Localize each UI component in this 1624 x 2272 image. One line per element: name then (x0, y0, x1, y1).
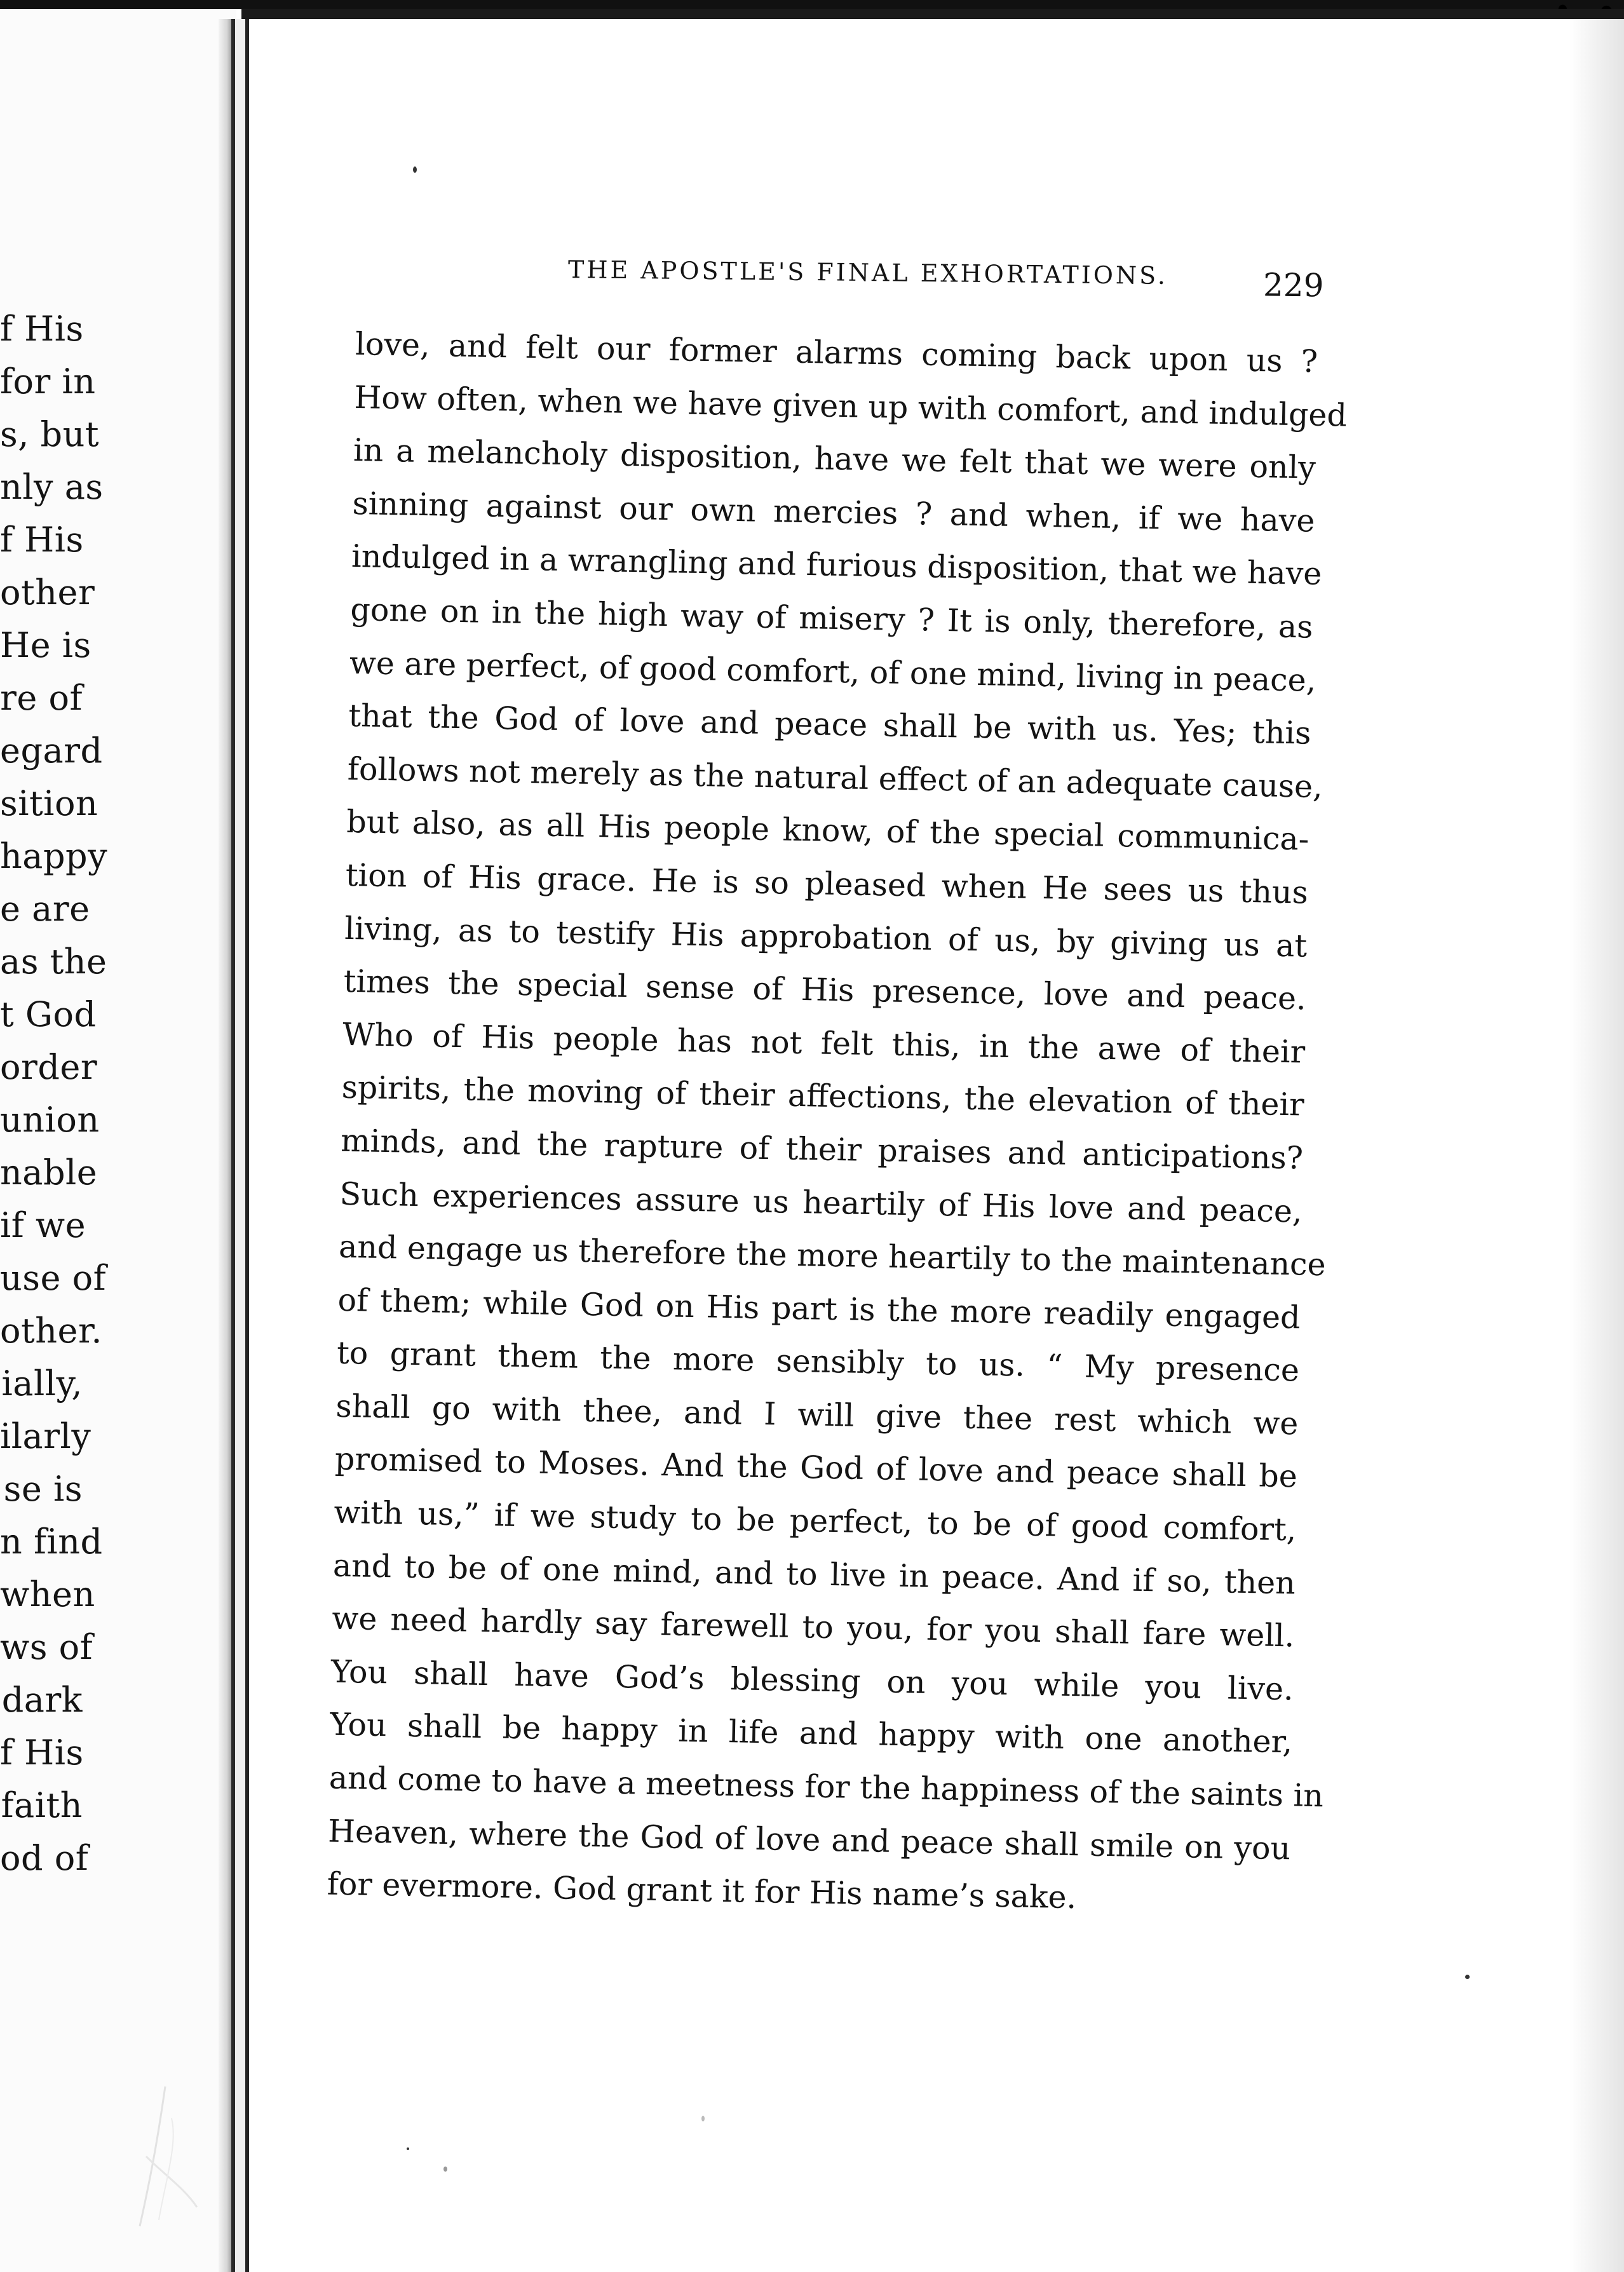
facing-page-line: faith (1, 1785, 83, 1825)
body-text-line: promised to Moses. And the God of love and peace shall be (334, 1441, 1298, 1495)
body-text-line: You shall have God’s blessing on you while you live. (330, 1653, 1294, 1708)
facing-page-line: He is (0, 625, 91, 665)
facing-page-line: s, but (0, 414, 100, 454)
facing-page-line: se is (3, 1469, 83, 1509)
scan-speck (1465, 1975, 1470, 1979)
body-text-line: minds, and the rapture of their praises and anticipations? (340, 1122, 1304, 1177)
body-text-line: we need hardly say farewell to you, for you shall fare well. (331, 1600, 1295, 1654)
body-text-line: and engage us therefore the more heartily to the maintenance (338, 1228, 1327, 1283)
body-text-line: in a melancholy disposition, have we felt that we were only (353, 432, 1316, 486)
scan-scratch-mark (127, 2080, 203, 2233)
body-text-line: shall go with thee, and I will give thee rest which we (335, 1388, 1299, 1442)
facing-page-line: od of (0, 1838, 89, 1878)
body-text-line: gone on in the high way of misery ? It is only, therefore, as (350, 591, 1313, 646)
body-text-line: Who of His people has not felt this, in the awe of their (342, 1016, 1306, 1071)
facing-page-line: n find (0, 1522, 103, 1562)
scan-speck (701, 2116, 705, 2121)
facing-page-line: use of (0, 1258, 107, 1298)
body-text (327, 318, 1348, 1928)
body-text-line: indulged in a wrangling and furious disposition, that we have (351, 538, 1322, 593)
body-text-line: of them; while God on His part is the more readily engaged (337, 1281, 1301, 1336)
body-text-line: living, as to testify His approbation of us, by giving us at (344, 910, 1308, 964)
facing-page-line: when (0, 1574, 95, 1614)
body-text-line: but also, as all His people know, of the special communica- (346, 804, 1309, 858)
scan-top-border-right (241, 9, 1624, 19)
facing-page (0, 9, 236, 2272)
body-text-line: times the special sense of His presence, love and peace. (343, 963, 1307, 1017)
facing-page-line: e are (0, 889, 90, 929)
facing-page-line: dark (1, 1680, 83, 1720)
facing-page-line: ially, (1, 1363, 83, 1403)
body-text-line: sinning against our own mercies ? and when, if we have (352, 485, 1315, 539)
right-page-shadow (1569, 19, 1624, 2272)
facing-page-line: for in (0, 362, 96, 402)
running-head: THE APOSTLE'S FINAL EXHORTATIONS. (567, 255, 1168, 290)
page-fold-shadow (219, 19, 233, 2272)
facing-page-line: re of (0, 678, 83, 718)
facing-page-text (0, 302, 108, 1884)
facing-page-line: ws of (0, 1627, 93, 1667)
facing-page-line: nly as (0, 467, 104, 507)
body-text-line: with us,” if we study to be perfect, to be of good comfort, (334, 1494, 1297, 1548)
scan-speck (407, 2147, 409, 2150)
body-text-line: spirits, the moving of their affections, the elevation of their (341, 1069, 1305, 1123)
facing-page-line: other. (0, 1311, 102, 1351)
facing-page-line: f His (0, 309, 84, 349)
facing-page-line: nable (0, 1153, 98, 1193)
body-text-line: and come to have a meetness for the happiness of the saints in (328, 1759, 1324, 1815)
facing-page-line: if we (0, 1205, 86, 1245)
body-text-line: Such experiences assure us heartily of His love and peace, (339, 1175, 1303, 1230)
body-text-line: and to be of one mind, and to live in peace. And if so, then (332, 1547, 1296, 1602)
body-text-line: that the God of love and peace shall be with us. Yes; this (348, 698, 1311, 752)
body-text-line: follows not merely as the natural effect of an adequate cause, (347, 750, 1323, 805)
facing-page-line: as the (0, 942, 107, 982)
facing-page-line: t God (0, 994, 97, 1034)
facing-page-line: order (0, 1047, 98, 1087)
body-text-line: for evermore. God grant it for His name’s sake. (327, 1865, 1077, 1916)
facing-page-line: f His (0, 1733, 84, 1773)
body-text-line: tion of His grace. He is so pleased when He sees us thus (345, 856, 1309, 911)
facing-page-line: other (0, 572, 95, 612)
body-text-line: You shall be happy in life and happy with one another, (329, 1707, 1293, 1761)
body-text-line: Heaven, where the God of love and peace shall smile on you (327, 1813, 1291, 1867)
body-text-line: How often, when we have given up with comfort, and indulged (354, 379, 1348, 434)
facing-page-line: happy (0, 836, 108, 876)
body-text-line: to grant them the more sensibly to us. “ My presence (336, 1335, 1300, 1389)
facing-page-line: f His (0, 520, 84, 560)
facing-page-line: union (0, 1100, 100, 1140)
scan-top-border (0, 0, 1624, 9)
scan-speck (413, 166, 417, 173)
body-text-line: love, and felt our former alarms coming back upon us ? (355, 325, 1318, 380)
facing-page-line: egard (0, 731, 103, 771)
facing-page-line: sition (0, 783, 98, 823)
facing-page-line: ilarly (0, 1416, 91, 1456)
page-number: 229 (1262, 266, 1324, 304)
main-page-edge (245, 19, 249, 2272)
scan-speck (443, 2167, 447, 2172)
body-text-line: we are perfect, of good comfort, of one mind, living in peace, (349, 644, 1316, 699)
